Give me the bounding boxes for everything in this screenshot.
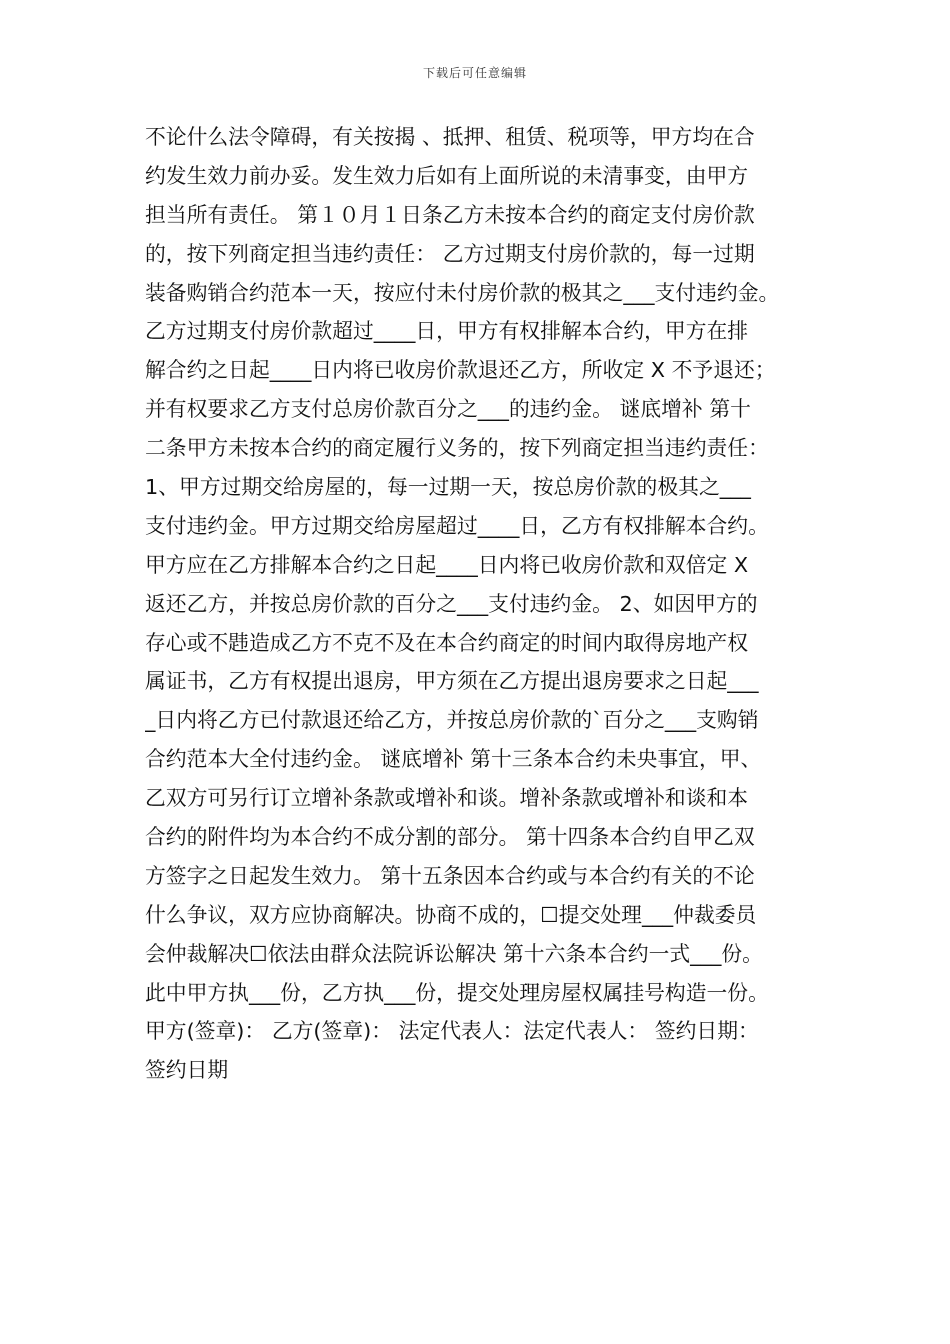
body-line: 属证书，乙方有权提出退房，甲方须在乙方提出退房要求之日起___ <box>145 669 759 694</box>
body-line: 合约范本大全付违约金。 谜底增补 第十三条本合约未央事宜，甲、 <box>145 747 762 772</box>
body-line: 担当所有责任。 第１０月１日条乙方未按本合约的商定支付房价款 <box>145 202 755 227</box>
body-line: 合约的附件均为本合约不成分割的部分。 第十四条本合约自甲乙双 <box>145 825 755 850</box>
body-line: 不论什么法令障碍，有关按揭 、抵押、租赁、税项等，甲方均在合 <box>145 125 755 149</box>
body-line: 乙双方可另行订立增补条款或增补和谈。增补条款或增补和谈和本 <box>145 786 749 811</box>
body-line: 支付违约金。甲方过期交给房屋超过____日，乙方有权排解本合约。 <box>145 513 769 538</box>
page-header-note: 下载后可任意编辑 <box>422 66 527 80</box>
body-line: 装备购销合约范本一天，按应付未付房价款的极其之___支付违约金。 <box>145 280 780 305</box>
body-line: 1、甲方过期交给房屋的，每一过期一天，按总房价款的极其之___ <box>145 475 751 500</box>
body-line: 会仲裁解决☐依法由群众法院诉讼解决 第十六条本合约一式___份。 <box>145 941 763 966</box>
body-line: 什么争议，双方应协商解决。协商不成的，☐提交处理___仲裁委员 <box>145 902 757 927</box>
body-line: 方签字之日起发生效力。 第十五条因本合约或与本合约有关的不论 <box>145 863 755 888</box>
signature-date-line: 签约日期 <box>145 1058 229 1083</box>
body-line: 二条甲方未按本合约的商定履行义务的，按下列商定担当违约责任： <box>145 436 769 461</box>
body-line: _日内将乙方已付款退还给乙方，并按总房价款的`百分之___支购销 <box>145 708 759 733</box>
body-line: 解合约之日起____日内将已收房价款退还乙方，所收定 X 不予退还； <box>145 358 776 383</box>
body-line: 乙方过期支付房价款超过____日，甲方有权排解本合约，甲方在排 <box>145 319 749 344</box>
body-line: 约发生效力前办妥。发生效力后如有上面所说的未清事变，由甲方 <box>145 163 749 188</box>
document-body <box>145 118 825 1090</box>
body-line: 甲方应在乙方排解本合约之日起____日内将已收房价款和双倍定 X <box>145 552 749 577</box>
body-line: 返还乙方，并按总房价款的百分之___支付违约金。 2、如因甲方的 <box>145 591 758 616</box>
body-line: 此中甲方执___份，乙方执___份，提交处理房屋权属挂号构造一份。 <box>145 980 769 1005</box>
body-line: 存心或不韪造成乙方不克不及在本合约商定的时间内取得房地产权 <box>145 630 749 655</box>
body-line: 并有权要求乙方支付总房价款百分之___的违约金。 谜底增补 第十 <box>145 397 751 422</box>
signature-line: 甲方(签章)： 乙方(签章)： 法定代表人：法定代表人： 签约日期： <box>145 1019 759 1044</box>
body-line: 的，按下列商定担当违约责任： 乙方过期支付房价款的，每一过期 <box>145 241 755 266</box>
